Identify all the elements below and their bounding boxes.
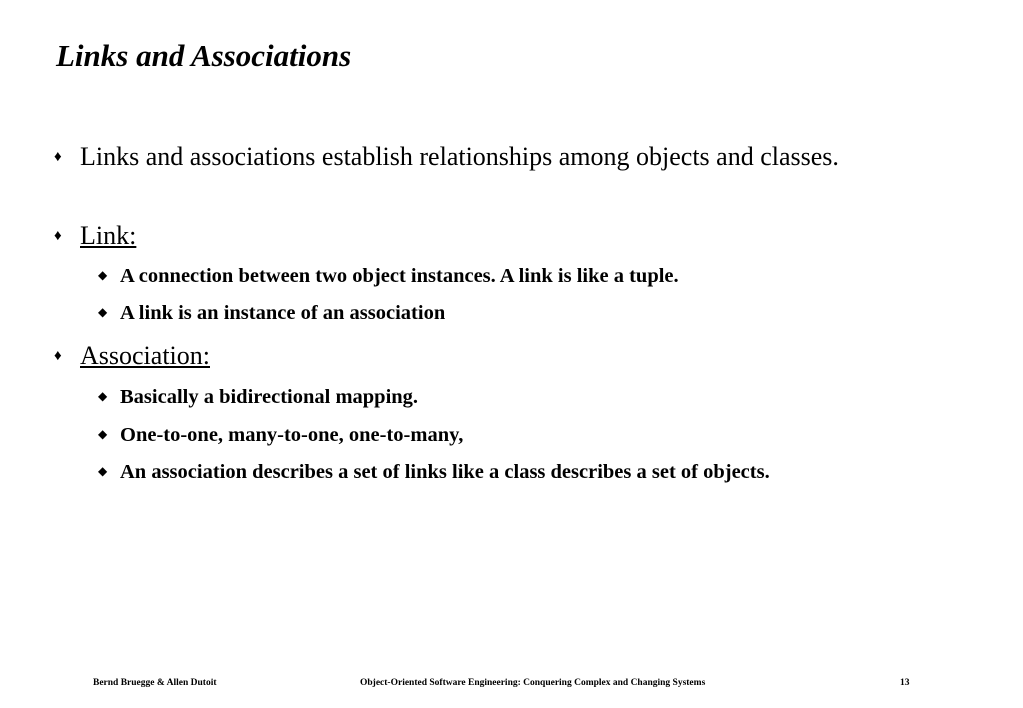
diamond-sub-bullet-icon: ◆ bbox=[98, 464, 108, 478]
sub-bullet bbox=[98, 264, 1000, 288]
sub-bullet-text: One-to-one, many-to-one, one-to-many, bbox=[120, 424, 464, 446]
sub-bullet bbox=[98, 460, 1000, 484]
diamond-sub-bullet-icon: ◆ bbox=[98, 305, 108, 319]
bullet-heading-text: Link: bbox=[80, 221, 137, 250]
bullet-heading-text: Association: bbox=[80, 341, 210, 370]
diamond-bullet-icon: ♦ bbox=[54, 228, 62, 244]
sub-bullet-text: A connection between two object instances. A link is like a tuple. bbox=[120, 265, 679, 287]
diamond-sub-bullet-icon: ◆ bbox=[98, 427, 108, 441]
diamond-bullet-icon: ♦ bbox=[54, 348, 62, 364]
bullet-text: Links and associations establish relationships among objects and classes. bbox=[80, 142, 839, 171]
sub-bullet-text: Basically a bidirectional mapping. bbox=[120, 386, 419, 408]
footer-page-number: 13 bbox=[900, 678, 910, 688]
sub-bullet-text: An association describes a set of links like a class describes a set of objects. bbox=[120, 461, 770, 483]
footer-authors: Bernd Bruegge & Allen Dutoit bbox=[93, 678, 217, 688]
diamond-bullet-icon: ♦ bbox=[54, 149, 62, 165]
footer-book-title: Object-Oriented Software Engineering: Conquering Complex and Changing Systems bbox=[360, 678, 706, 688]
diamond-sub-bullet-icon: ◆ bbox=[98, 389, 108, 403]
bullet-association-heading bbox=[54, 340, 940, 371]
sub-bullet bbox=[98, 301, 1000, 325]
bullet-intro bbox=[54, 141, 940, 172]
slide-title: Links and Associations bbox=[56, 38, 352, 73]
sub-bullet bbox=[98, 385, 1000, 409]
sub-bullet bbox=[98, 423, 1000, 447]
diamond-sub-bullet-icon: ◆ bbox=[98, 268, 108, 282]
sub-bullet-text: A link is an instance of an association bbox=[120, 302, 446, 324]
bullet-link-heading bbox=[54, 220, 940, 251]
